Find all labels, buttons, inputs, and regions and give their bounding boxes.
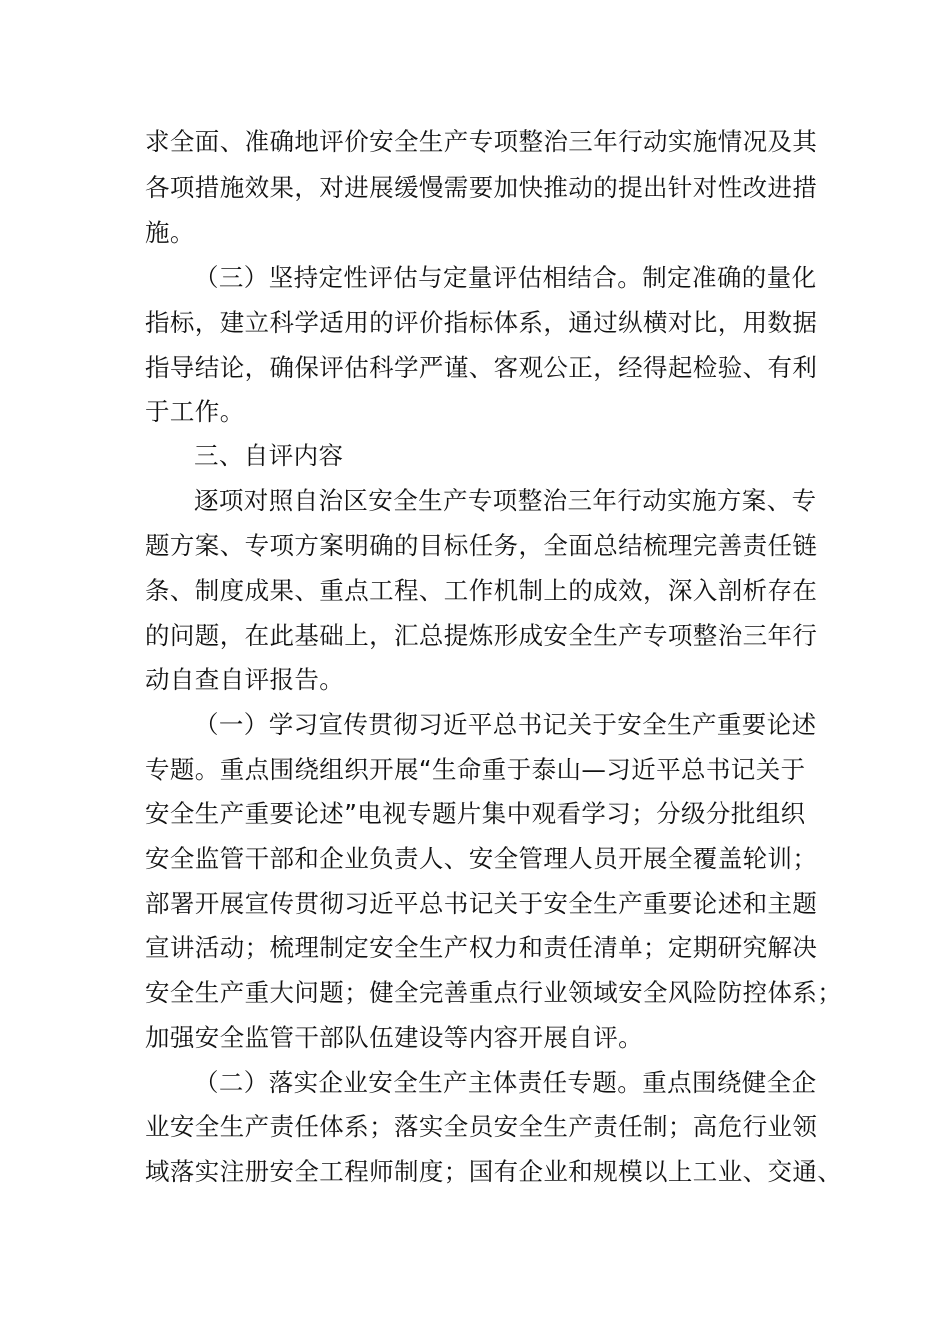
text-line: 施。 <box>145 218 195 247</box>
text-line: 指标，建立科学适用的评价指标体系，通过纵横对比，用数据 <box>145 308 818 337</box>
section-heading-2: （二）落实企业安全生产主体责任专题。重点围绕健全企 <box>194 1068 817 1097</box>
text-line: 各项措施效果，对进展缓慢需要加快推动的提出针对性改进措 <box>145 173 818 202</box>
text-line: 动自查自评报告。 <box>145 665 345 694</box>
text-line: 的问题，在此基础上，汇总提炼形成安全生产专项整治三年行 <box>145 621 818 650</box>
section-title-self-evaluation: 三、自评内容 <box>194 441 344 470</box>
text-line: 安全监管干部和企业负责人、安全管理人员开展全覆盖轮训； <box>145 844 818 873</box>
text-line: 安全生产重要论述”电视专题片集中观看学习；分级分批组织 <box>145 799 806 828</box>
text-line: 域落实注册安全工程师制度；国有企业和规模以上工业、交通、 <box>145 1157 843 1186</box>
text-line: 条、制度成果、重点工程、工作机制上的成效，深入剖析存在 <box>145 576 818 605</box>
text-line: 安全生产重大问题；健全完善重点行业领域安全风险防控体系； <box>145 978 843 1007</box>
text-line: 专题。重点围绕组织开展“生命重于泰山—习近平总书记关于 <box>145 755 806 784</box>
text-line: 宣讲活动；梳理制定安全生产权力和责任清单；定期研究解决 <box>145 933 818 962</box>
section-heading-3: （三）坚持定性评估与定量评估相结合。制定准确的量化 <box>194 263 817 292</box>
section-heading-1: （一）学习宣传贯彻习近平总书记关于安全生产重要论述 <box>194 710 817 739</box>
text-line: 加强安全监管干部队伍建设等内容开展自评。 <box>145 1023 643 1052</box>
text-line: 题方案、专项方案明确的目标任务，全面总结梳理完善责任链 <box>145 531 818 560</box>
text-line: 指导结论，确保评估科学严谨、客观公正，经得起检验、有利 <box>145 353 818 382</box>
text-line: 求全面、准确地评价安全生产专项整治三年行动实施情况及其 <box>145 127 818 156</box>
text-line: 业安全生产责任体系；落实全员安全生产责任制；高危行业领 <box>145 1112 818 1141</box>
text-line: 部署开展宣传贯彻习近平总书记关于安全生产重要论述和主题 <box>145 889 818 918</box>
text-line: 逐项对照自治区安全生产专项整治三年行动实施方案、专 <box>194 486 817 515</box>
text-line: 于工作。 <box>145 397 245 426</box>
